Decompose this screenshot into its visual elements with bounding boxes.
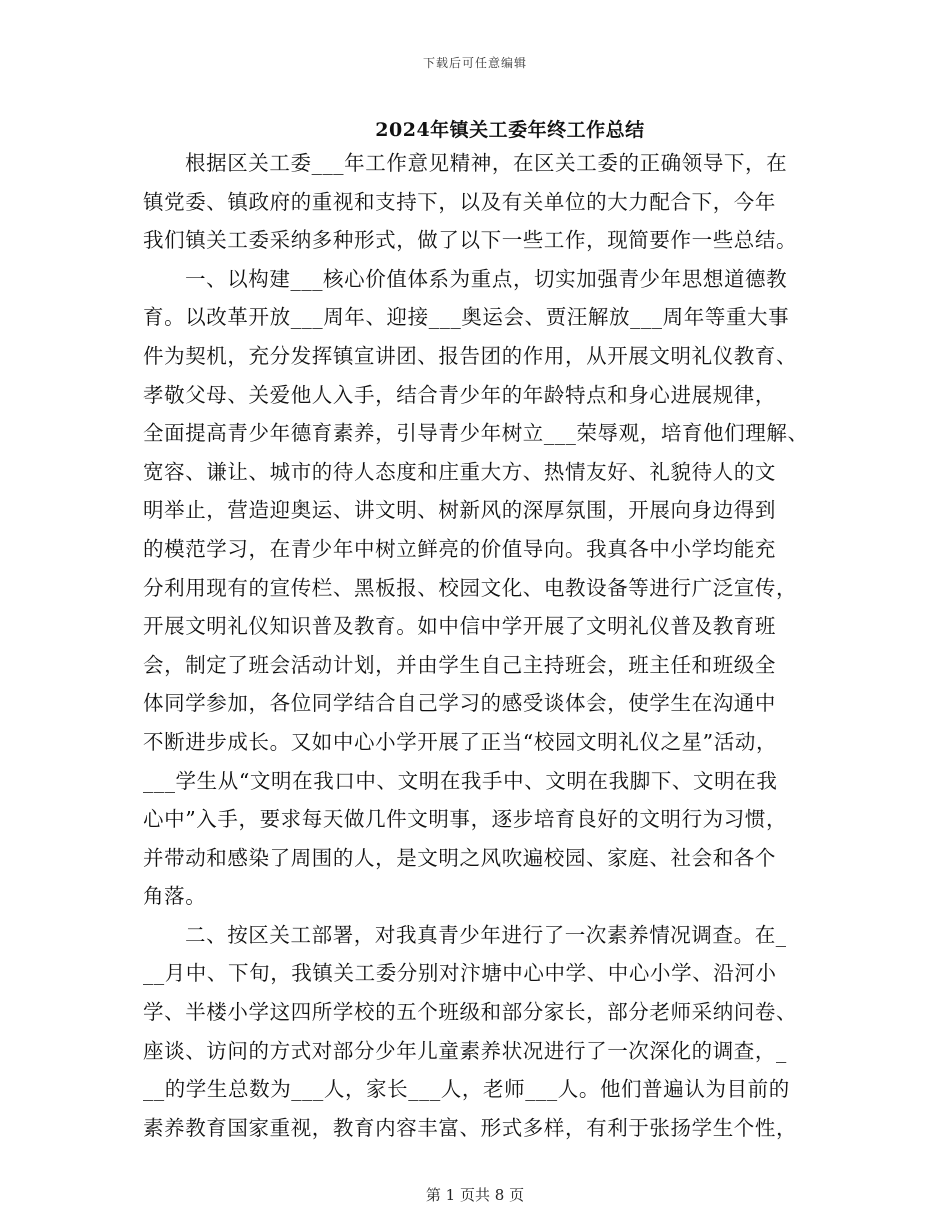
body-text-line: 心中”入手，要求每天做几件文明事，逐步培育良好的文明行为习惯，: [143, 807, 788, 832]
body-text-line: 分利用现有的宣传栏、黑板报、校园文化、电教设备等进行广泛宣传，: [143, 575, 798, 600]
body-text-line: 明举止，营造迎奥运、讲文明、树新风的深厚氛围，开展向身边得到: [143, 498, 776, 523]
body-text-line: 的模范学习，在青少年中树立鲜亮的价值导向。我真各中小学均能充: [143, 536, 776, 561]
body-text-line: 宽容、谦让、城市的待人态度和庄重大方、热情友好、礼貌待人的文: [143, 459, 776, 484]
body-text-line: 开展文明礼仪知识普及教育。如中信中学开展了文明礼仪普及教育班: [143, 614, 776, 639]
body-text-line: 座谈、访问的方式对部分少年儿童素养状况进行了一次深化的调查，_: [143, 1038, 787, 1063]
body-text-line: 不断进步成长。又如中心小学开展了正当“校园文明礼仪之星”活动，: [143, 729, 778, 754]
header-note: 下载后可任意编辑: [422, 56, 527, 70]
document-body: [143, 150, 833, 1153]
body-text-line: 学、半楼小学这四所学校的五个班级和部分家长，部分老师采纳问卷、: [143, 1000, 798, 1025]
body-text-line: __的学生总数为___人，家长___人，老师___人。他们普遍认为目前的: [143, 1077, 790, 1102]
body-text-line: 会，制定了班会活动计划，并由学生自己主持班会，班主任和班级全: [143, 652, 776, 677]
body-text-line: 育。以改革开放___周年、迎接___奥运会、贾汪解放___周年等重大事: [143, 305, 790, 330]
body-text-line: 二、按区关工部署，对我真青少年进行了一次素养情况调查。在_: [185, 922, 787, 947]
body-text-line: 镇党委、镇政府的重视和支持下，以及有关单位的大力配合下，今年: [143, 189, 776, 214]
body-text-line: 我们镇关工委采纳多种形式，做了以下一些工作，现简要作一些总结。: [143, 228, 798, 253]
body-text-line: 全面提高青少年德育素养，引导青少年树立___荣辱观，培育他们理解、: [143, 421, 809, 446]
body-text-line: 孝敬父母、关爱他人入手，结合青少年的年龄特点和身心进展规律，: [143, 382, 776, 407]
body-text-line: __月中、下旬，我镇关工委分别对汴塘中心中学、中心小学、沿河小: [143, 961, 777, 986]
body-text-line: 体同学参加，各位同学结合自己学习的感受谈体会，使学生在沟通中: [143, 691, 776, 716]
body-text-line: 根据区关工委___年工作意见精神，在区关工委的正确领导下，在: [185, 151, 788, 175]
body-text-line: ___学生从“文明在我口中、文明在我手中、文明在我脚下、文明在我: [143, 768, 778, 793]
body-text-line: 角落。: [143, 884, 207, 909]
body-text-line: 素养教育国家重视，教育内容丰富、形式多样，有利于张扬学生个性，: [143, 1115, 798, 1140]
page-footer: 第 1 页共 8 页: [425, 1186, 525, 1204]
document-title: 2024年镇关工委年终工作总结: [375, 119, 645, 141]
body-text-line: 件为契机，充分发挥镇宣讲团、报告团的作用，从开展文明礼仪教育、: [143, 343, 798, 368]
body-text-line: 一、以构建___核心价值体系为重点，切实加强青少年思想道德教: [185, 266, 788, 291]
body-text-line: 并带动和感染了周围的人，是文明之风吹遍校园、家庭、社会和各个: [143, 845, 776, 870]
